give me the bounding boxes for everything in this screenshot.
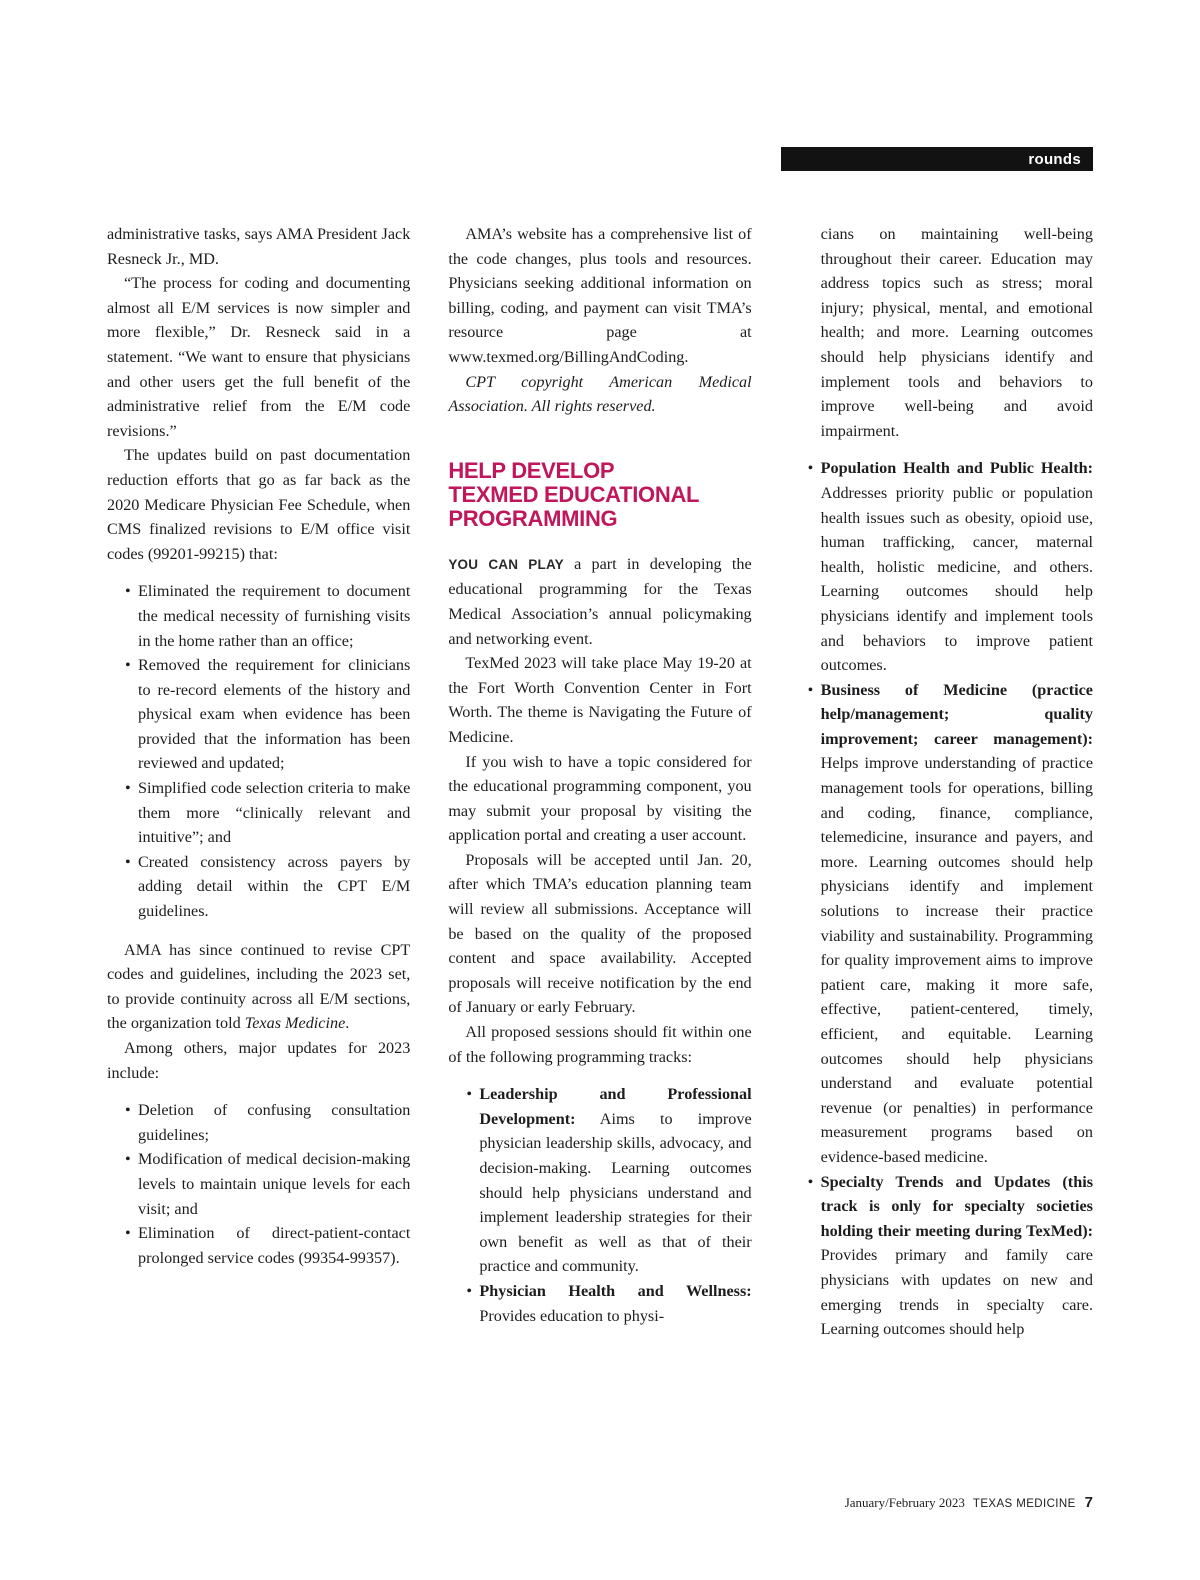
- magazine-name-italic: Texas Medicine: [244, 1014, 346, 1033]
- para-tracks-intro: All proposed sessions should fit within one of the following programming tracks:: [448, 1023, 752, 1066]
- para-text: AMA has since continued to revise CPT codes and guidelines, including the 2023 set, to provide continuity across all E/M sections, the organization told: [107, 940, 411, 1033]
- footer-issue-date: January/February 2023: [844, 1495, 965, 1510]
- track-title: Physician Health and Wellness:: [479, 1281, 752, 1300]
- para-proposals-deadline: Proposals will be accepted until Jan. 20, after which TMA’s education planning team will review all submissions. Acceptance will be based on the quality of the proposed content and space availability. Accepted proposals will receive notification by the end of January or early February.: [448, 850, 752, 1017]
- list-em-revisions: [107, 579, 410, 923]
- column-right: [790, 222, 1093, 1342]
- para-resneck-quote: “The process for coding and documenting almost all E/M services is now simpler and more flexible,” Dr. Resneck said in a statement. “We want to ensure that physicians and other users get the full benefit of the administrative relief from the E/M code revisions.”: [107, 274, 411, 440]
- heading-line: HELP DEVELOP: [448, 457, 615, 483]
- para-ama-website: AMA’s website has a comprehensive list of the code changes, plus tools and resources. Physicians seeking additional information on billing, coding, and payment can visit TMA’s resource page at www.texmed.org/BillingAndCoding.: [448, 225, 752, 366]
- track-item: [821, 1170, 1093, 1342]
- para-text: .: [345, 1014, 350, 1033]
- column-middle: [448, 222, 751, 1342]
- list-item: • Removed the requirement for clinicians to re-record elements of the history and physical exam when evidence has been provided that the information has been reviewed and updated;: [138, 653, 410, 776]
- list-programming-tracks: [448, 1082, 751, 1328]
- track-title: Specialty Trends and Updates (this track is only for specialty societies holding their meeting during TexMed):: [820, 1172, 1093, 1240]
- column-left: [107, 222, 410, 1342]
- list-item: • Elimination of direct-patient-contact prolonged service codes (99354-99357).: [138, 1221, 410, 1270]
- para-text: a part in developing the educational programming for the Texas Medical Association’s annual policymaking and networking event.: [448, 554, 752, 648]
- para-continued-from-previous: administrative tasks, says AMA President Jack Resneck Jr., MD.: [107, 225, 411, 268]
- section-header-bar: [781, 147, 1093, 171]
- list-programming-tracks-continued: [790, 456, 1093, 1341]
- track-text: Addresses priority public or population health issues such as obesity, opioid use, human trafficking, cancer, maternal health, holistic medicine, and others. Learning outcomes should help physicians identify and implement tools and behaviors to improve patient outcomes.: [820, 483, 1093, 675]
- lead-in-kicker: YOU CAN PLAY: [448, 556, 564, 572]
- list-item: • Modification of medical decision-making levels to maintain unique levels for each visit; and: [138, 1147, 410, 1221]
- track-title: Business of Medicine (practice help/management; quality improvement; career management):: [820, 680, 1093, 748]
- list-2023-updates: [107, 1098, 410, 1270]
- para-texmed-2023: TexMed 2023 will take place May 19-20 at the Fort Worth Convention Center in Fort Worth. The theme is Navigating the Future of Medicine.: [448, 654, 752, 746]
- list-item: • Created consistency across payers by adding detail within the CPT E/M guidelines.: [138, 850, 410, 924]
- track-item: [821, 456, 1093, 677]
- para-topic-consideration: If you wish to have a topic considered for the educational programming component, you may submit your proposal by visiting the application portal and creating a user account.: [448, 752, 752, 845]
- list-item: • Deletion of confusing consultation guidelines;: [138, 1098, 410, 1147]
- track-text: Helps improve understanding of practice management tools for operations, billing and coding, finance, compliance, telemedicine, insurance and payers, and more. Learning outcomes should help physicians identify and implement solutions to increase their practice viability and sustainability. Programming for quality improvement aims to improve patient care, making it more safe, effective, patient-centered, timely, efficient, and equitable. Learning outcomes should help physicians understand and evaluate potential revenue (or penalties) in performance measurement programs based on evidence-based medicine.: [820, 754, 1093, 1166]
- para-track-continuation: cians on maintaining well-being throughout their career. Education may address topics such as stress; moral injury; physical, mental, and emotional health; and more. Learning outcomes should help physicians identify and implement tools and behaviors to improve well-being and avoid impairment.: [820, 225, 1093, 440]
- track-item: [821, 678, 1093, 1170]
- track-text: Provides education to physi-: [479, 1306, 665, 1325]
- para-major-updates: Among others, major updates for 2023 include:: [107, 1039, 411, 1082]
- footer-magazine-name: TEXAS MEDICINE: [972, 1498, 1076, 1510]
- track-item: [479, 1082, 751, 1279]
- section-title: rounds: [1028, 150, 1081, 168]
- heading-line: PROGRAMMING: [448, 505, 618, 531]
- list-item: • Simplified code selection criteria to make them more “clinically relevant and intuitive”; and: [138, 776, 410, 850]
- para-updates-build: The updates build on past documentation reduction efforts that go as far back as the 2020 Medicare Physician Fee Schedule, when CMS finalized revisions to E/M office visit codes (99201-99215) that:: [107, 446, 411, 563]
- heading-line: TEXMED EDUCATIONAL: [448, 481, 700, 507]
- para-cpt-copyright: CPT copyright American Medical Association. All rights reserved.: [448, 372, 752, 416]
- list-item: • Eliminated the requirement to document the medical necessity of furnishing visits in the home rather than an office;: [138, 579, 410, 653]
- track-text: Aims to improve physician leadership skills, advocacy, and decision-making. Learning outcomes should help physicians understand and implement leadership strategies for their own benefit as well as that of their practice and community.: [479, 1109, 752, 1276]
- page-footer: [845, 1494, 1093, 1511]
- para-you-can-play: [448, 552, 751, 651]
- heading-help-develop: [448, 459, 751, 531]
- track-text: Provides primary and family care physicians with updates on new and emerging trends in specialty care. Learning outcomes should help: [820, 1246, 1093, 1339]
- para-ama-continued-revise: [107, 938, 410, 1036]
- track-title: Leadership and Professional Development:: [479, 1085, 752, 1128]
- track-item: [479, 1279, 751, 1328]
- footer-page-number: 7: [1084, 1494, 1093, 1511]
- track-title: Population Health and Public Health:: [820, 459, 1093, 478]
- article-body: [107, 222, 1093, 1342]
